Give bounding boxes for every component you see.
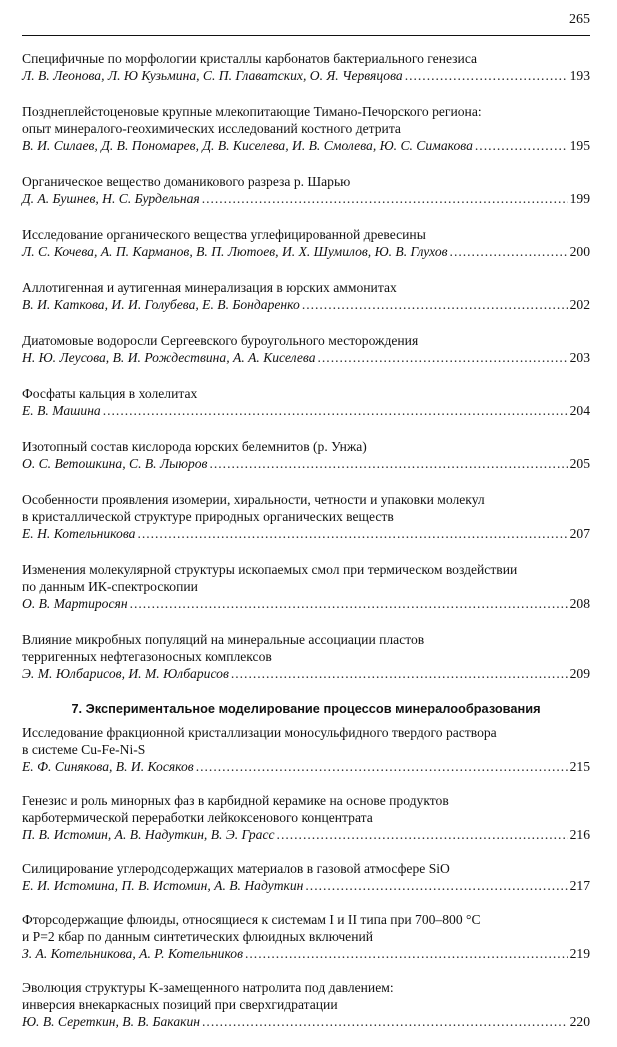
entry-page-number: 195 xyxy=(569,138,590,153)
author-line xyxy=(22,243,590,260)
author-line xyxy=(22,758,590,775)
author-line xyxy=(22,349,590,366)
toc-entry xyxy=(22,631,590,682)
toc-entry xyxy=(22,491,590,542)
author-line xyxy=(22,455,590,472)
dot-leader xyxy=(318,349,568,366)
dot-leader xyxy=(130,595,568,612)
toc-entry xyxy=(22,385,590,419)
dot-leader xyxy=(202,1013,568,1030)
entry-page-number: 217 xyxy=(569,878,590,893)
toc-entry xyxy=(22,50,590,84)
dot-leader xyxy=(475,137,568,154)
author-line xyxy=(22,665,590,682)
toc-list-before xyxy=(22,50,590,682)
toc-entry xyxy=(22,279,590,313)
entry-title: Диатомовые водоросли Сергеевского буроугольного месторождения xyxy=(22,333,419,348)
dot-leader xyxy=(405,67,568,84)
toc-entry xyxy=(22,561,590,612)
entry-authors: В. И. Силаев, Д. В. Пономарев, Д. В. Киселева, И. В. Смолева, Ю. С. Симакова xyxy=(22,138,473,153)
entry-title: Силицирование углеродсодержащих материалов в газовой атмосфере SiO xyxy=(22,861,450,876)
toc-entry xyxy=(22,332,590,366)
entry-title: Фосфаты кальция в холелитах xyxy=(22,386,198,401)
entry-title: Влияние микробных популяций на минеральные ассоциации пластов xyxy=(22,632,425,647)
author-line xyxy=(22,826,590,843)
entry-page-number: 203 xyxy=(569,350,590,365)
author-line xyxy=(22,67,590,84)
entry-title: Особенности проявления изомерии, хиральности, четности и упаковки молекул xyxy=(22,492,485,507)
entry-authors: Е. И. Истомина, П. В. Истомин, А. В. Надуткин xyxy=(22,878,304,893)
toc-entry xyxy=(22,226,590,260)
table-of-contents xyxy=(22,50,590,1047)
entry-page-number: 219 xyxy=(569,946,590,961)
entry-title: карботермической переработки лейкоксенового концентрата xyxy=(22,810,373,825)
toc-entry xyxy=(22,438,590,472)
toc-entry xyxy=(22,173,590,207)
author-line xyxy=(22,402,590,419)
dot-leader xyxy=(277,826,568,843)
entry-title: Органическое вещество доманикового разреза р. Шарью xyxy=(22,174,351,189)
entry-title: Эволюция структуры K-замещенного натролита под давлением: xyxy=(22,980,394,995)
entry-page-number: 220 xyxy=(569,1014,590,1029)
page-number: 265 xyxy=(569,12,590,27)
toc-entry xyxy=(22,860,590,894)
author-line xyxy=(22,595,590,612)
toc-list-after xyxy=(22,724,590,1030)
dot-leader xyxy=(450,243,568,260)
entry-authors: Ю. В. Сереткин, В. В. Бакакин xyxy=(22,1014,201,1029)
entry-page-number: 208 xyxy=(569,596,590,611)
entry-title: в системе Cu-Fe-Ni-S xyxy=(22,742,146,757)
entry-title: Специфичные по морфологии кристаллы карбонатов бактериального генезиса xyxy=(22,51,478,66)
entry-authors: Е. Ф. Синякова, В. И. Косяков xyxy=(22,759,194,774)
dot-leader xyxy=(137,525,567,542)
entry-title: терригенных нефтегазоносных комплексов xyxy=(22,649,272,664)
entry-page-number: 200 xyxy=(569,244,590,259)
entry-title: Изменения молекулярной структуры ископаемых смол при термическом воздействии xyxy=(22,562,518,577)
entry-authors: Е. Н. Котельникова xyxy=(22,526,136,541)
author-line xyxy=(22,525,590,542)
entry-authors: Е. В. Машина xyxy=(22,403,101,418)
dot-leader xyxy=(209,455,567,472)
entry-title: по данным ИК-спектроскопии xyxy=(22,579,198,594)
entry-page-number: 204 xyxy=(569,403,590,418)
entry-authors: Д. А. Бушнев, Н. С. Бурдельная xyxy=(22,191,200,206)
entry-authors: П. В. Истомин, А. В. Надуткин, В. Э. Грасс xyxy=(22,827,275,842)
entry-authors: О. В. Мартиросян xyxy=(22,596,128,611)
author-line xyxy=(22,296,590,313)
dot-leader xyxy=(231,665,568,682)
dot-leader xyxy=(196,758,568,775)
entry-page-number: 199 xyxy=(569,191,590,206)
entry-title: Фторсодержащие флюиды, относящиеся к системам I и II типа при 700–800 °C xyxy=(22,912,481,927)
entry-authors: З. А. Котельникова, А. Р. Котельников xyxy=(22,946,243,961)
entry-title: Аллотигенная и аутигенная минерализация в юрских аммонитах xyxy=(22,280,397,295)
toc-entry xyxy=(22,792,590,843)
entry-title: и P=2 кбар по данным синтетических флюидных включений xyxy=(22,929,374,944)
entry-title: Изотопный состав кислорода юрских белемнитов (р. Унжа) xyxy=(22,439,367,454)
entry-title: опыт минералого-геохимических исследований костного детрита xyxy=(22,121,401,136)
dot-leader xyxy=(305,877,567,894)
entry-title: инверсия внекаркасных позиций при сверхгидратации xyxy=(22,997,338,1012)
toc-entry xyxy=(22,979,590,1030)
entry-page-number: 205 xyxy=(569,456,590,471)
entry-page-number: 193 xyxy=(569,68,590,83)
header-rule xyxy=(22,35,590,36)
entry-page-number: 207 xyxy=(569,526,590,541)
entry-authors: В. И. Каткова, И. И. Голубева, Е. В. Бондаренко xyxy=(22,297,300,312)
entry-authors: Л. С. Кочева, А. П. Карманов, В. П. Лютоев, И. Х. Шумилов, Ю. В. Глухов xyxy=(22,244,448,259)
entry-page-number: 202 xyxy=(569,297,590,312)
dot-leader xyxy=(302,296,568,313)
section-heading: 7. Экспериментальное моделирование процессов минералообразования xyxy=(71,701,541,716)
entry-title: Генезис и роль минорных фаз в карбидной керамике на основе продуктов xyxy=(22,793,449,808)
entry-authors: Э. М. Юлбарисов, И. М. Юлбарисов xyxy=(22,666,229,681)
dot-leader xyxy=(245,945,568,962)
entry-title: Позднеплейстоценовые крупные млекопитающие Тимано-Печорского региона: xyxy=(22,104,482,119)
dot-leader xyxy=(202,190,568,207)
entry-title: Исследование фракционной кристаллизации моносульфидного твердого раствора xyxy=(22,725,497,740)
toc-entry xyxy=(22,911,590,962)
author-line xyxy=(22,190,590,207)
entry-authors: О. С. Ветошкина, С. В. Лыюров xyxy=(22,456,208,471)
entry-authors: Н. Ю. Леусова, В. И. Рождествина, А. А. Киселева xyxy=(22,350,316,365)
entry-page-number: 216 xyxy=(569,827,590,842)
author-line xyxy=(22,877,590,894)
entry-authors: Л. В. Леонова, Л. Ю Кузьмина, С. П. Главатских, О. Я. Червяцова xyxy=(22,68,403,83)
entry-page-number: 215 xyxy=(569,759,590,774)
entry-title: в кристаллической структуре природных органических веществ xyxy=(22,509,394,524)
toc-entry xyxy=(22,103,590,154)
toc-entry xyxy=(22,724,590,775)
author-line xyxy=(22,137,590,154)
entry-page-number: 209 xyxy=(569,666,590,681)
dot-leader xyxy=(103,402,568,419)
author-line xyxy=(22,945,590,962)
author-line xyxy=(22,1013,590,1030)
entry-title: Исследование органического вещества углефицированной древесины xyxy=(22,227,426,242)
